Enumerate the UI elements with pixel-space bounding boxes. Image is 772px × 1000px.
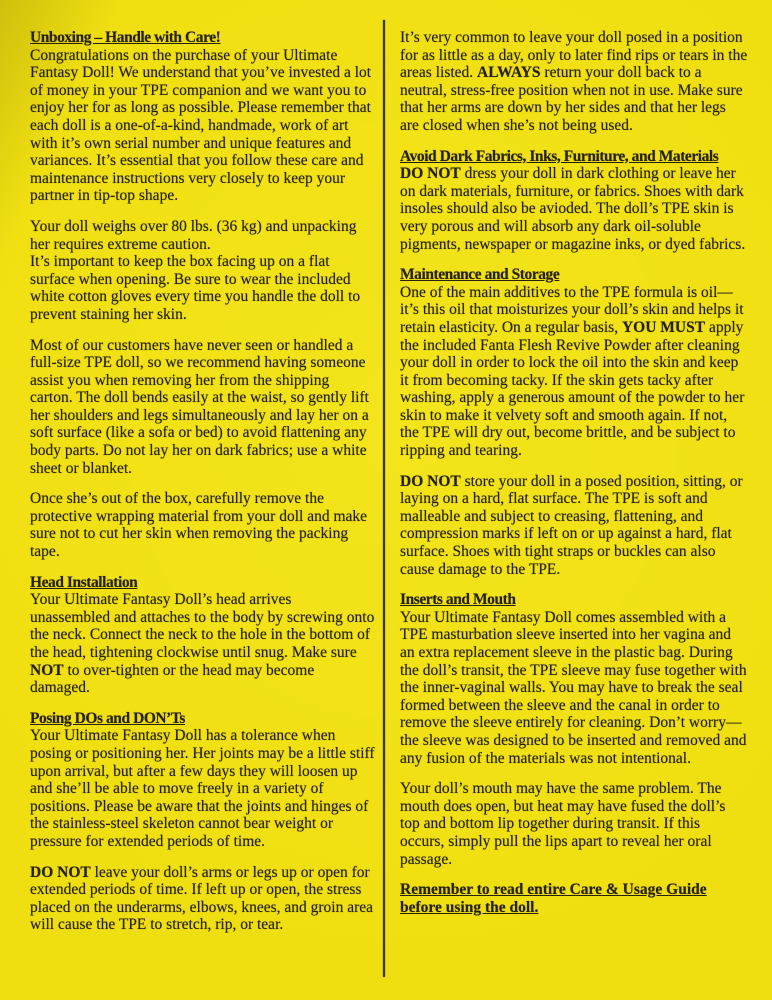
paragraph: Your doll weighs over 80 lbs. (36 kg) and unpacking her requires extreme caution. It’s important to keep the box facing up on a flat surface when opening. Be sure to wear the included white cotton gloves every time you handle the doll to prevent staining her skin.: [30, 217, 361, 323]
section-heading: Avoid Dark Fabrics, Inks, Furniture, and Materials: [400, 147, 719, 165]
section-heading: Unboxing – Handle with Care!: [30, 29, 221, 46]
paragraph: Your Ultimate Fantasy Doll comes assembled with a TPE masturbation sleeve inserted into her vagina and an extra replacement sleeve in the plastic bag. During the doll’s transit, the TPE sleeve may fuse together with the inner-vaginal walls. You may have to break the seal formed between the sleeve and the canal in order to remove the sleeve entirely for cleaning. Don’t worry—the sleeve was designed to be inserted and removed and any fusion of the materials was not intentional.: [400, 608, 747, 767]
paragraph: It’s very common to leave your doll posed in a position for as little as a day, only to later find rips or tears in the areas listed. ALWAYS return your doll back to a neutral, stress-free position when not in use. Make sure that her arms are down by her sides and that her legs are closed when she’s not being used.: [400, 29, 748, 134]
section-heading: Inserts and Mouth: [400, 591, 516, 609]
paragraph: Most of our customers have never seen or handled a full-size TPE doll, so we recommend having someone assist you when removing her from the shipping carton. The doll bends easily at the waist, so gently lift her shoulders and legs simultaneously and lay her on a soft surface (like a sofa or bed) to avoid flattening any body parts. Do not lay her on dark fabrics; use a white sheet or blanket.: [30, 336, 369, 477]
closing-note: Remember to read entire Care & Usage Guide before using the doll.: [400, 881, 707, 916]
column-divider: [383, 20, 385, 977]
paragraph: DO NOT dress your doll in dark clothing or leave her on dark materials, furniture, or fabrics. Shoes with dark insoles should also be avioded. The doll’s TPE skin is very porous and will absorb any dark oil-soluble pigments, newspaper or magazine inks, or dyed fabrics.: [400, 165, 746, 253]
paragraph: DO NOT leave your doll’s arms or legs up or open for extended periods of time. If left up or open, the stress placed on the underarms, elbows, knees, and groin area will cause the TPE to stretch, rip, or tear.: [30, 863, 374, 934]
left-column: [30, 29, 375, 1000]
bold-emphasis: NOT: [30, 661, 64, 679]
paragraph: Your Ultimate Fantasy Doll’s head arrives unassembled and attaches to the body by screwing onto the neck. Connect the neck to the hole in the bottom of the head, tightening clockwise until snug. Make sure NOT to over-tighten or the head may become damaged.: [30, 591, 375, 697]
section-heading: Maintenance and Storage: [400, 266, 560, 284]
paragraph: Congratulations on the purchase of your Ultimate Fantasy Doll! We understand that you’ve invested a lot of money in your TPE companion and we want you to enjoy her for as long as possible. Please remember that each doll is a one-of-a-kind, handmade, work of art with it’s own serial number and unique features and variances. It’s essential that you follow these care and maintenance instructions very closely to keep your partner in tip-top shape.: [30, 46, 372, 205]
paragraph: Once she’s out of the box, carefully remove the protective wrapping material from your doll and make sure not to cut her skin when removing the packing tape.: [30, 490, 368, 561]
bold-emphasis: DO NOT: [400, 472, 461, 490]
bold-emphasis: YOU MUST: [621, 318, 706, 336]
bold-emphasis: DO NOT: [30, 863, 91, 881]
paragraph: One of the main additives to the TPE formula is oil—it’s this oil that moisturizes your doll’s skin and helps it retain elasticity. On a regular basis, YOU MUST apply the included Fanta Flesh Revive Powder after cleaning your doll in order to lock the oil into the skin and keep it from becoming tacky. If the skin gets tacky after washing, apply a generous amount of the powder to her skin to make it velvety soft and smooth again. If not, the TPE will dry out, become brittle, and be subject to ripping and tearing.: [400, 283, 745, 460]
bold-emphasis: DO NOT: [400, 165, 461, 183]
right-column: [400, 29, 748, 1000]
section-heading: Posing DOs and DON’Ts: [30, 709, 185, 727]
paragraph: DO NOT store your doll in a posed position, sitting, or laying on a hard, flat surface. The TPE is soft and malleable and subject to creasing, flattening, and compression marks if left on or up against a hard, flat surface. Shoes with tight straps or buckles can also cause damage to the TPE.: [400, 472, 743, 578]
paragraph: Your Ultimate Fantasy Doll has a tolerance when posing or positioning her. Her joints may be a little stiff upon arrival, but after a few days they will loosen up and she’ll be able to move freely in a variety of positions. Please be aware that the joints and hinges of the stainless-steel skeleton cannot bear weight or pressure for extended periods of time.: [30, 727, 375, 850]
bold-emphasis: ALWAYS: [477, 64, 541, 82]
paragraph: Your doll’s mouth may have the same problem. The mouth does open, but heat may have fused the doll’s top and bottom lip together during transit. If this occurs, simply pull the lips apart to reveal her oral passage.: [400, 780, 726, 868]
section-heading: Head Installation: [30, 573, 138, 591]
